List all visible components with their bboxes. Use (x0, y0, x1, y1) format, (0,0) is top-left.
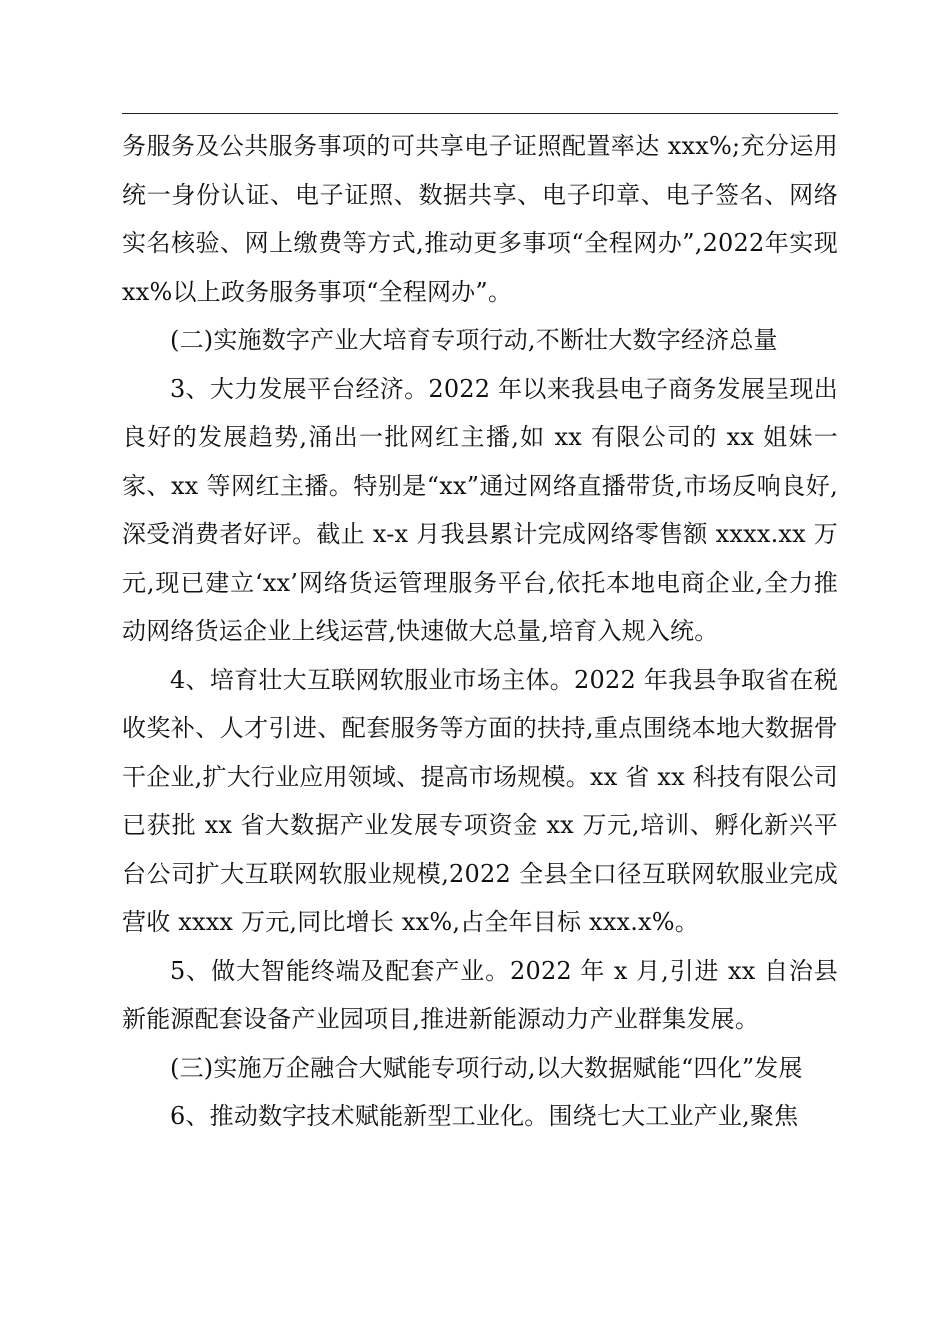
paragraph-item-5: 5、做大智能终端及配套产业。2022 年 x 月,引进 xx 自治县新能源配套设备产业园项目,推进新能源动力产业群集发展。 (122, 956, 838, 1033)
section-heading-2: (二)实施数字产业大培育专项行动,不断壮大数字经济总量 (170, 326, 778, 354)
paragraph-item-6: 6、推动数字技术赋能新型工业化。围绕七大工业产业,聚焦 (170, 1102, 799, 1130)
header-rule (122, 113, 838, 114)
section-heading-3: (三)实施万企融合大赋能专项行动,以大数据赋能“四化”发展 (170, 1053, 803, 1082)
paragraph-item-3: 3、大力发展平台经济。2022 年以来我县电子商务发展呈现出良好的发展趋势,涌出一批网红主播,如 xx 有限公司的 xx 姐妹一家、xx 等网红主播。特别是“xx”通过网络直播带货,市场反响良好,深受消费者好评。截止 x-x 月我县累计完成网络零售额 xxxx.xx 万元,现已建立‘xx’网络货运管理服务平台,依托本地电商企业,全力推动网络货运企业上线运营,快速做大总量,培育入规入统。 (122, 374, 838, 645)
paragraph-item-4: 4、培育壮大互联网软服业市场主体。2022 年我县争取省在税收奖补、人才引进、配套服务等方面的扶持,重点围绕本地大数据骨干企业,扩大行业应用领域、提高市场规模。xx 省 xx 科技有限公司已获批 xx 省大数据产业发展专项资金 xx 万元,培训、孵化新兴平台公司扩大互联网软服业规模,2022 全县全口径互联网软服业完成营收 xxxx 万元,同比增长 xx%,占全年目标 xxx.x%。 (122, 665, 838, 936)
paragraph-continuation: 务服务及公共服务事项的可共享电子证照配置率达 xxx%;充分运用统一身份认证、电子证照、数据共享、电子印章、电子签名、网络实名核验、网上缴费等方式,推动更多事项“全程网办”,2022年实现 xx%以上政务服务事项“全程网办”。 (122, 132, 838, 306)
document-body (122, 122, 838, 1141)
